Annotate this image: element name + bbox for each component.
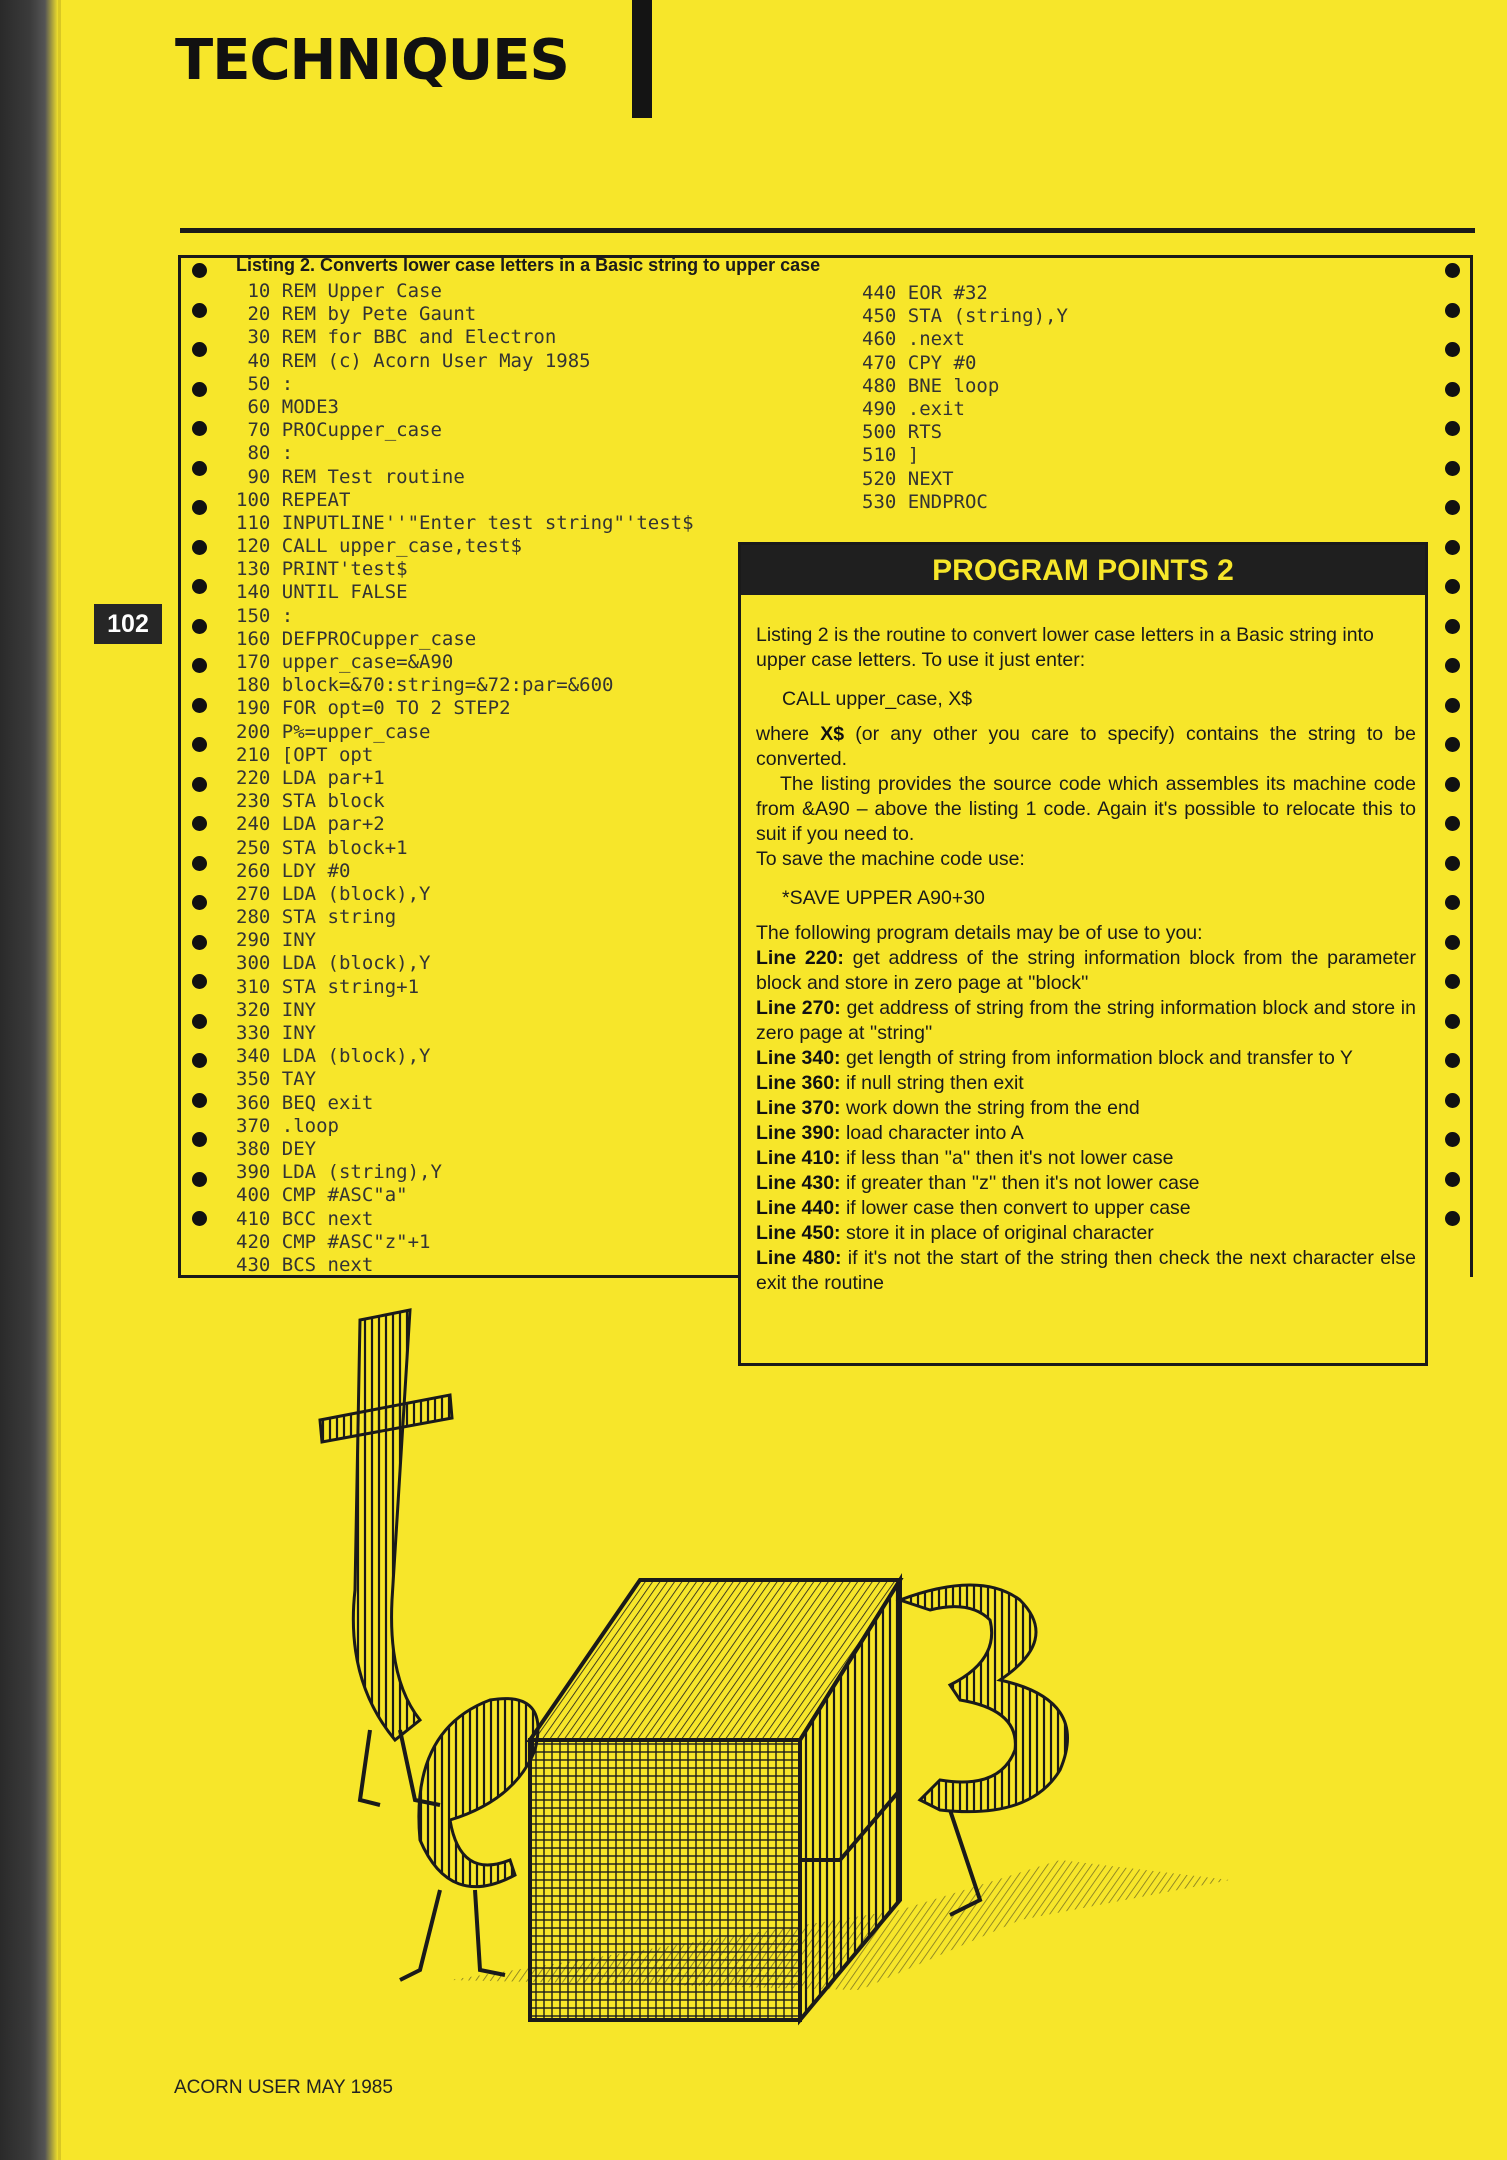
code-line: 460 .next bbox=[862, 328, 965, 351]
sprocket-hole bbox=[1445, 974, 1460, 989]
save-example: *SAVE UPPER A90+30 bbox=[782, 887, 985, 909]
code-line: 510 ] bbox=[862, 444, 920, 467]
code-line: 230 STA block bbox=[236, 790, 385, 813]
source-paragraph: The listing provides the source code which assembles its machine code from &A90 – above the listing 1 code. Again it's possible to relocate this to suit if you need to. bbox=[756, 773, 1416, 845]
code-line: 80 : bbox=[236, 442, 294, 465]
sprocket-hole bbox=[192, 619, 207, 634]
code-line: 20 REM by Pete Gaunt bbox=[236, 303, 477, 326]
sprocket-hole bbox=[192, 1172, 207, 1187]
sprocket-hole bbox=[192, 895, 207, 910]
section-title: TECHNIQUES bbox=[175, 28, 569, 93]
sprocket-hole bbox=[192, 303, 207, 318]
sprocket-hole bbox=[192, 1093, 207, 1108]
sprocket-hole bbox=[192, 421, 207, 436]
code-line: 370 .loop bbox=[236, 1114, 339, 1137]
sprocket-hole bbox=[1445, 816, 1460, 831]
program-detail: Line 340: get length of string from information block and transfer to Y bbox=[756, 1047, 1353, 1069]
sprocket-hole bbox=[1445, 935, 1460, 950]
code-line: 60 MODE3 bbox=[236, 395, 339, 418]
printout-holes-right bbox=[1445, 263, 1460, 1251]
sprocket-hole bbox=[1445, 777, 1460, 792]
page-number: 102 bbox=[94, 604, 162, 644]
where-paragraph: where X$ (or any other you care to specify) contains the string to be converted. bbox=[756, 723, 1416, 770]
code-line: 530 ENDPROC bbox=[862, 490, 988, 513]
sprocket-hole bbox=[1445, 382, 1460, 397]
code-line: 480 BNE loop bbox=[862, 374, 1000, 397]
magazine-footer: ACORN USER MAY 1985 bbox=[174, 2077, 393, 2098]
code-line: 310 STA string+1 bbox=[236, 975, 420, 998]
code-line: 400 CMP #ASC"a" bbox=[236, 1184, 408, 1207]
sprocket-hole bbox=[1445, 1053, 1460, 1068]
sprocket-hole bbox=[192, 1053, 207, 1068]
code-line: 200 P%=upper_case bbox=[236, 720, 431, 743]
sprocket-hole bbox=[192, 816, 207, 831]
program-detail: Line 390: load character into A bbox=[756, 1122, 1024, 1144]
code-line: 520 NEXT bbox=[862, 467, 954, 490]
code-line: 50 : bbox=[236, 372, 294, 395]
sprocket-hole bbox=[192, 698, 207, 713]
program-points-title: PROGRAM POINTS 2 bbox=[741, 545, 1425, 595]
code-line: 140 UNTIL FALSE bbox=[236, 581, 408, 604]
sprocket-hole bbox=[192, 540, 207, 555]
code-line: 210 [OPT opt bbox=[236, 743, 374, 766]
program-points-body bbox=[756, 623, 1416, 1296]
sprocket-hole bbox=[192, 974, 207, 989]
sprocket-hole bbox=[1445, 1172, 1460, 1187]
program-detail: Line 440: if lower case then convert to upper case bbox=[756, 1197, 1191, 1219]
sprocket-hole bbox=[1445, 737, 1460, 752]
code-line: 40 REM (c) Acorn User May 1985 bbox=[236, 349, 591, 372]
code-line: 440 EOR #32 bbox=[862, 282, 988, 304]
code-line: 240 LDA par+2 bbox=[236, 813, 385, 836]
code-line: 330 INY bbox=[236, 1022, 317, 1044]
sprocket-hole bbox=[1445, 342, 1460, 357]
save-paragraph: To save the machine code use: bbox=[756, 848, 1025, 870]
sprocket-hole bbox=[1445, 1093, 1460, 1108]
code-line: 250 STA block+1 bbox=[236, 836, 408, 859]
code-line: 280 STA string bbox=[236, 906, 397, 929]
sprocket-hole bbox=[1445, 856, 1460, 871]
program-points-box bbox=[738, 542, 1428, 1366]
code-line: 270 LDA (block),Y bbox=[236, 882, 431, 905]
program-detail: Line 360: if null string then exit bbox=[756, 1072, 1024, 1094]
sprocket-hole bbox=[192, 737, 207, 752]
sprocket-hole bbox=[1445, 1211, 1460, 1226]
code-line: 70 PROCupper_case bbox=[236, 419, 442, 442]
code-line: 420 CMP #ASC"z"+1 bbox=[236, 1230, 431, 1253]
code-line: 430 BCS next bbox=[236, 1253, 374, 1276]
program-detail: Line 220: get address of the string information block from the parameter block and store in zero page at ''block'' bbox=[756, 947, 1416, 994]
code-line: 300 LDA (block),Y bbox=[236, 952, 431, 975]
sprocket-hole bbox=[192, 658, 207, 673]
binding-edge bbox=[58, 0, 61, 2160]
intro-paragraph: Listing 2 is the routine to convert lower case letters in a Basic string into upper case letters. To use it just enter: bbox=[756, 624, 1374, 671]
code-line: 290 INY bbox=[236, 929, 317, 952]
program-detail: Line 270: get address of string from the string information block and store in zero page at ''string'' bbox=[756, 997, 1416, 1044]
code-line: 30 REM for BBC and Electron bbox=[236, 326, 557, 349]
code-line: 150 : bbox=[236, 604, 294, 627]
letters-and-cube-illustration bbox=[300, 1300, 1340, 2050]
sprocket-hole bbox=[192, 935, 207, 950]
program-detail: Line 450: store it in place of original character bbox=[756, 1222, 1154, 1244]
code-line: 450 STA (string),Y bbox=[862, 305, 1068, 328]
sprocket-hole bbox=[192, 1014, 207, 1029]
sprocket-hole bbox=[1445, 263, 1460, 278]
sprocket-hole bbox=[1445, 579, 1460, 594]
sprocket-hole bbox=[192, 1211, 207, 1226]
call-example: CALL upper_case, X$ bbox=[782, 688, 973, 710]
title-bar bbox=[632, 0, 652, 118]
sprocket-hole bbox=[1445, 1014, 1460, 1029]
sprocket-hole bbox=[1445, 658, 1460, 673]
sprocket-hole bbox=[1445, 698, 1460, 713]
sprocket-hole bbox=[1445, 1132, 1460, 1147]
code-line: 410 BCC next bbox=[236, 1207, 374, 1230]
printout-holes-left bbox=[192, 263, 207, 1251]
sprocket-hole bbox=[1445, 303, 1460, 318]
details-intro: The following program details may be of use to you: bbox=[756, 922, 1203, 944]
code-line: 380 DEY bbox=[236, 1137, 317, 1160]
sprocket-hole bbox=[1445, 461, 1460, 476]
program-detail: Line 430: if greater than ''z'' then it's not lower case bbox=[756, 1172, 1200, 1194]
code-line: 160 DEFPROCupper_case bbox=[236, 627, 477, 650]
code-line: 350 TAY bbox=[236, 1068, 317, 1091]
code-line: 360 BEQ exit bbox=[236, 1091, 374, 1114]
program-detail: Line 370: work down the string from the end bbox=[756, 1097, 1140, 1119]
sprocket-hole bbox=[192, 382, 207, 397]
sprocket-hole bbox=[192, 263, 207, 278]
code-line: 180 block=&70:string=&72:par=&600 bbox=[236, 674, 614, 697]
program-detail: Line 480: if it's not the start of the string then check the next character else exit the routine bbox=[756, 1247, 1416, 1294]
sprocket-hole bbox=[192, 856, 207, 871]
listing-title: Listing 2. Converts lower case letters in a Basic string to upper case bbox=[236, 255, 821, 275]
sprocket-hole bbox=[1445, 619, 1460, 634]
binding-spine bbox=[0, 0, 58, 2160]
sprocket-hole bbox=[192, 777, 207, 792]
header-rule bbox=[180, 228, 1475, 233]
letter-t-figure bbox=[320, 1310, 452, 1805]
code-line: 390 LDA (string),Y bbox=[236, 1161, 442, 1184]
code-line: 90 REM Test routine bbox=[236, 465, 465, 488]
sprocket-hole bbox=[192, 342, 207, 357]
code-line: 170 upper_case=&A90 bbox=[236, 651, 454, 673]
cube-figure bbox=[530, 1580, 900, 2020]
code-line: 110 INPUTLINE''"Enter test string"'test$ bbox=[236, 511, 694, 534]
program-detail: Line 410: if less than ''a'' then it's not lower case bbox=[756, 1147, 1174, 1169]
sprocket-hole bbox=[192, 461, 207, 476]
code-line: 220 LDA par+1 bbox=[236, 766, 385, 789]
code-line: 100 REPEAT bbox=[236, 488, 351, 511]
code-line: 470 CPY #0 bbox=[862, 351, 977, 374]
code-line: 10 REM Upper Case bbox=[236, 280, 442, 302]
code-line: 120 CALL upper_case,test$ bbox=[236, 535, 522, 558]
sprocket-hole bbox=[1445, 540, 1460, 555]
sprocket-hole bbox=[1445, 421, 1460, 436]
code-listing-right bbox=[862, 282, 1068, 514]
code-listing-left bbox=[236, 280, 694, 1277]
code-line: 340 LDA (block),Y bbox=[236, 1045, 431, 1068]
code-line: 190 FOR opt=0 TO 2 STEP2 bbox=[236, 697, 511, 720]
code-line: 490 .exit bbox=[862, 397, 965, 420]
sprocket-hole bbox=[192, 500, 207, 515]
code-line: 320 INY bbox=[236, 998, 317, 1021]
program-details-list bbox=[756, 946, 1416, 1296]
sprocket-hole bbox=[1445, 500, 1460, 515]
code-line: 500 RTS bbox=[862, 421, 943, 444]
code-line: 130 PRINT'test$ bbox=[236, 558, 408, 581]
sprocket-hole bbox=[192, 1132, 207, 1147]
sprocket-hole bbox=[192, 579, 207, 594]
code-line: 260 LDY #0 bbox=[236, 859, 351, 882]
sprocket-hole bbox=[1445, 895, 1460, 910]
letter-e-figure bbox=[400, 1699, 538, 1980]
